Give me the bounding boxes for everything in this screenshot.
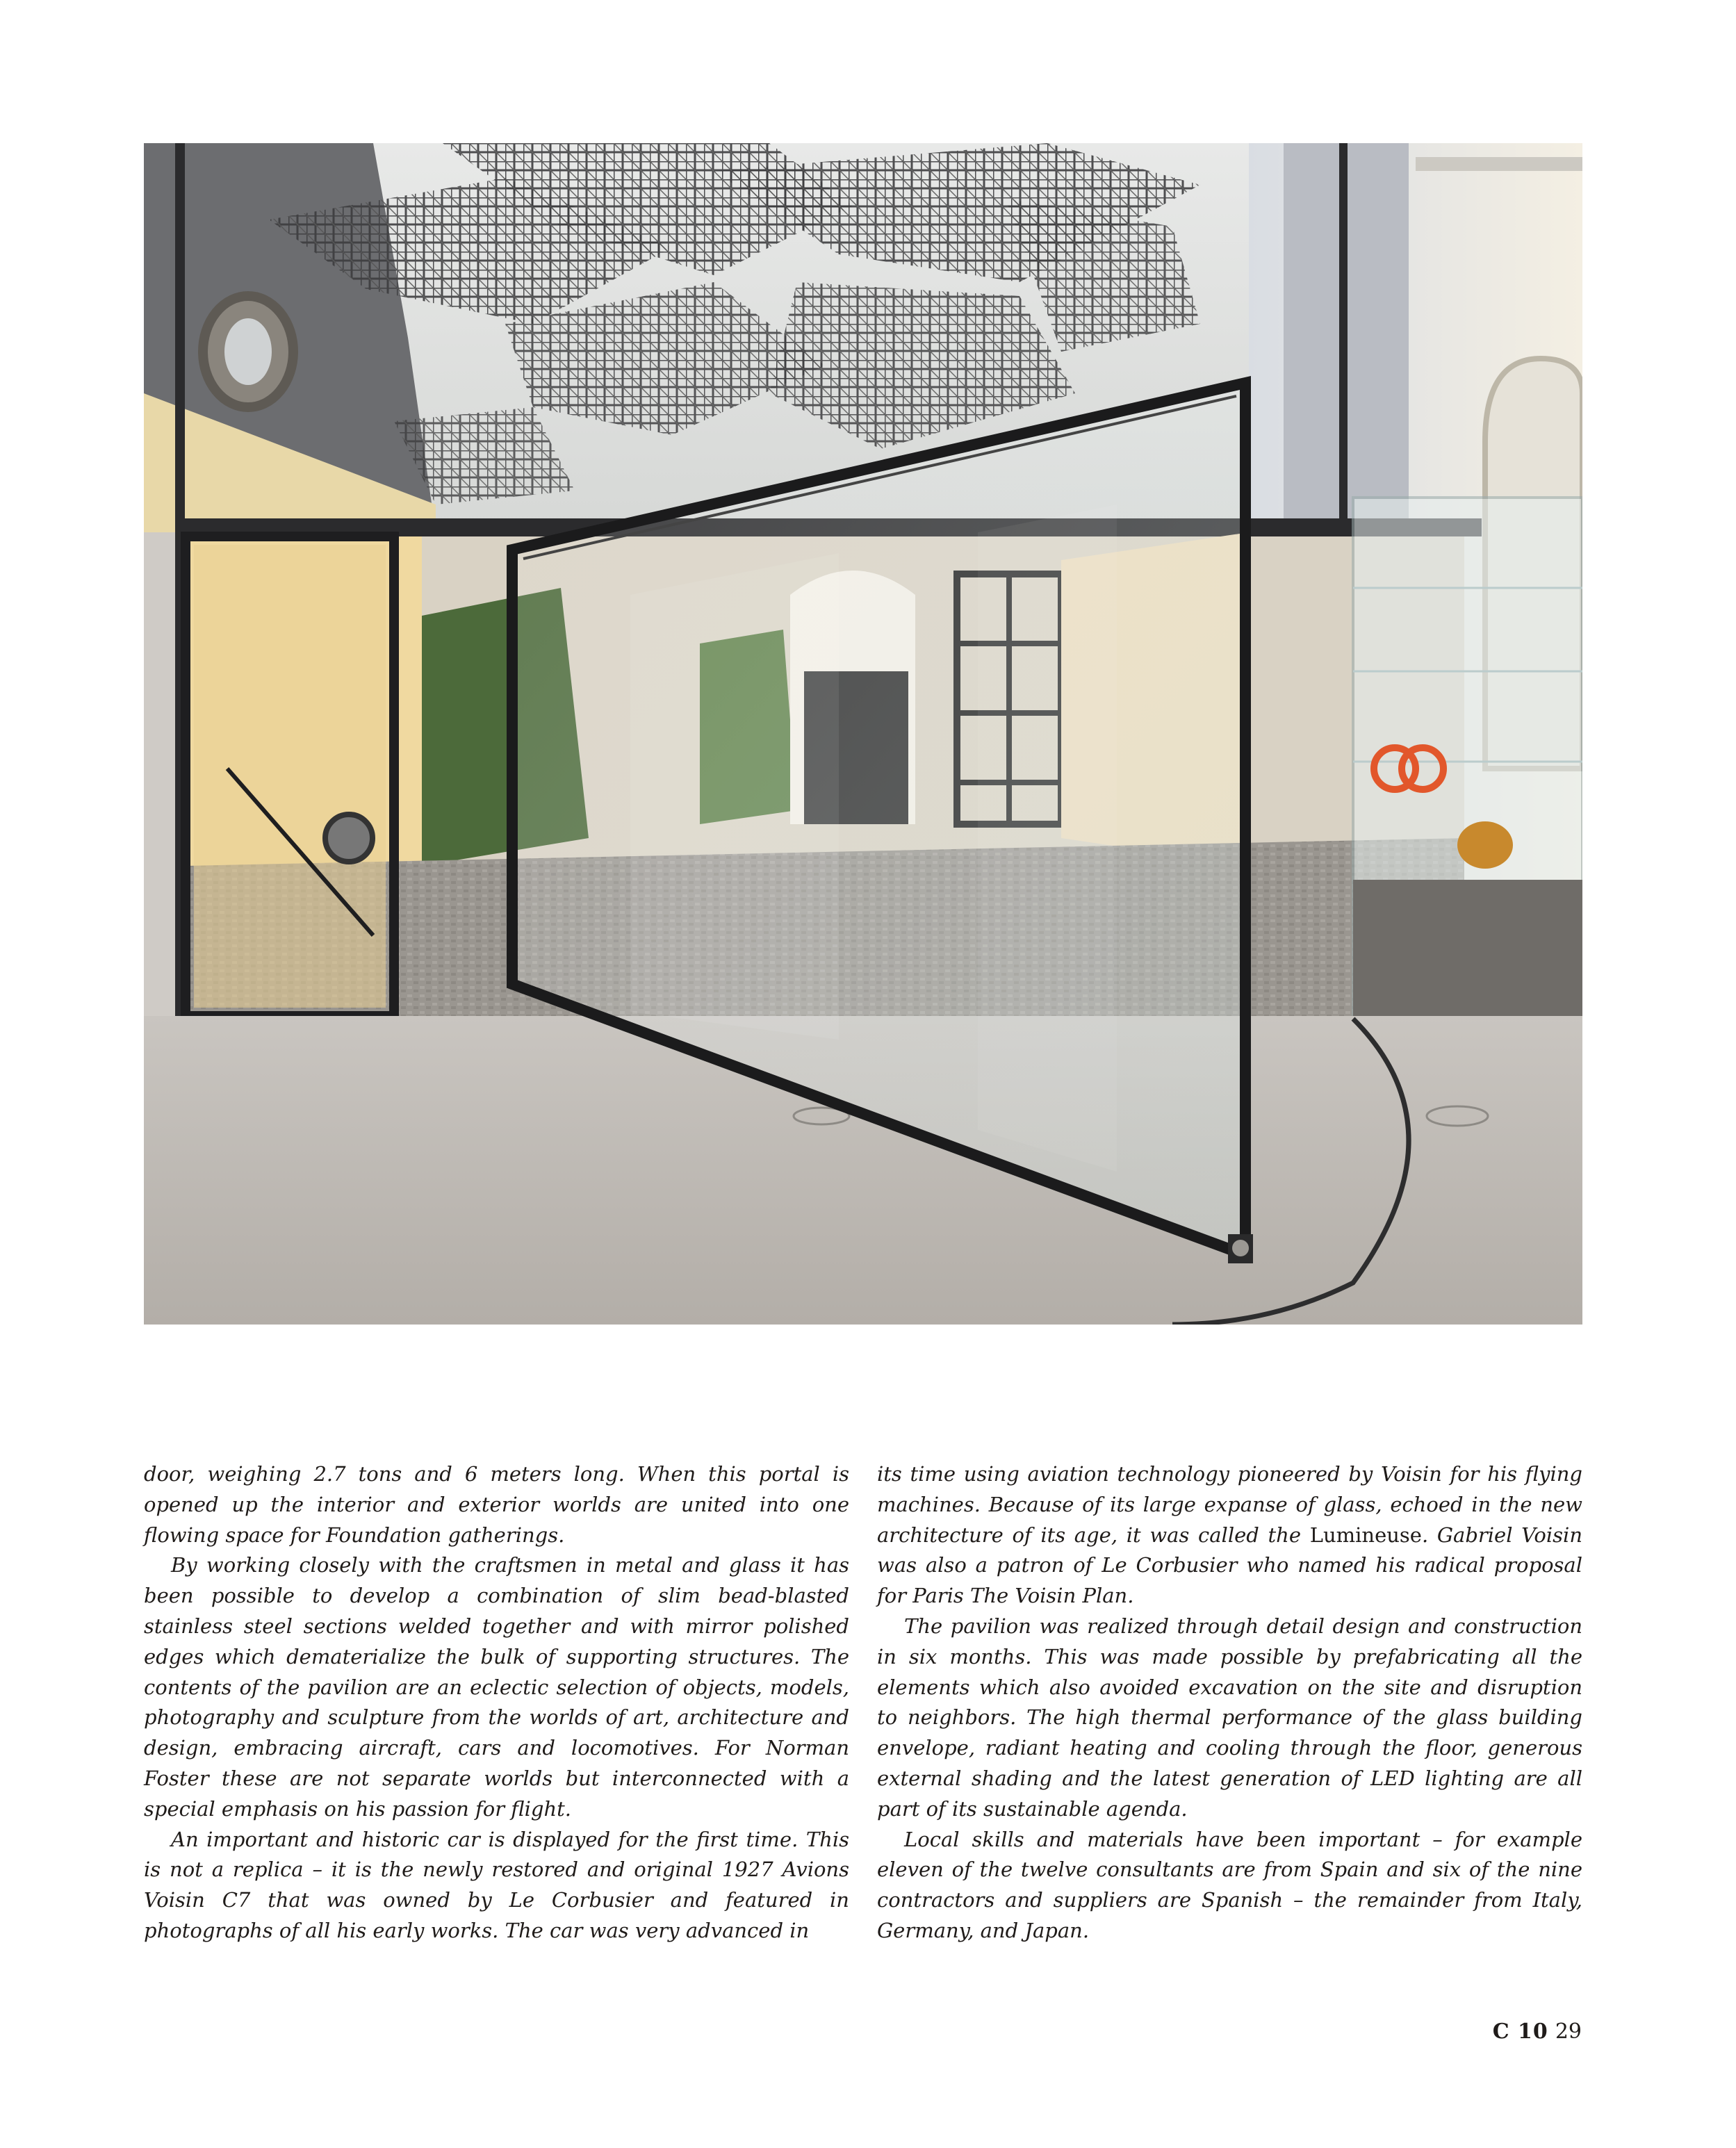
- left-paragraph-2: By working closely with the craftsmen in metal and glass it has been possible to develop a combination of slim bead-blasted stainless steel sections welded together and with mirror polished edges which dematerialize the bulk of supporting structures. The contents of the pavilion are an eclectic selection of objects, models, photography and sculpture from the worlds of art, architecture and design, embracing aircraft, cars and locomotives. For Norman Foster these are not separate worlds but interconnected with a special emphasis on his passion for flight.: [144, 1553, 849, 1821]
- page-number: 29: [1555, 2019, 1582, 2044]
- lumineuse-term: Lumineuse: [1309, 1523, 1422, 1547]
- magazine-mark: C 10: [1492, 2019, 1548, 2044]
- left-text-column: [144, 1459, 849, 1946]
- right-paragraph-2: The pavilion was realized through detail design and construction in six months. This was made possible by prefabricating all the elements which also avoided excavation on the site and disruption to neighbors. The high thermal performance of the glass building envelope, radiant heating and cooling through the floor, generous external shading and the latest generation of LED lighting are all part of its sustainable agenda.: [877, 1614, 1582, 1821]
- left-paragraph-1: door, weighing 2.7 tons and 6 meters long. When this portal is opened up the interior and exterior worlds are united into one flowing space for Foundation gatherings.: [144, 1462, 849, 1547]
- pavilion-photo: [144, 143, 1582, 1325]
- right-paragraph-1: [877, 1459, 1582, 1612]
- pavilion-illustration: [144, 143, 1582, 1325]
- right-paragraph-3: Local skills and materials have been important – for example eleven of the twelve consultants are from Spain and six of the nine contractors and suppliers are Spanish – the remainder from Italy, Germany, and Japan.: [877, 1827, 1582, 1942]
- right-text-column: [877, 1459, 1582, 1946]
- left-paragraph-3: An important and historic car is displayed for the first time. This is not a replica – it is the newly restored and original 1927 Avions Voisin C7 that was owned by Le Corbusier and featured in photographs of all his early works. The car was very advanced in: [144, 1827, 849, 1942]
- right-paragraph-1-part-a: its time using aviation technology pioneered by Voisin for his flying machines. Because of its large expanse of glass, echoed in the new architecture of its age, it was called the: [877, 1462, 1582, 1547]
- right-paragraph-1-part-b: . Gabriel Voisin was also a patron of Le Corbusier who named his radical proposal for Paris The Voisin Plan.: [877, 1523, 1582, 1608]
- page-folio: [1493, 2019, 1582, 2044]
